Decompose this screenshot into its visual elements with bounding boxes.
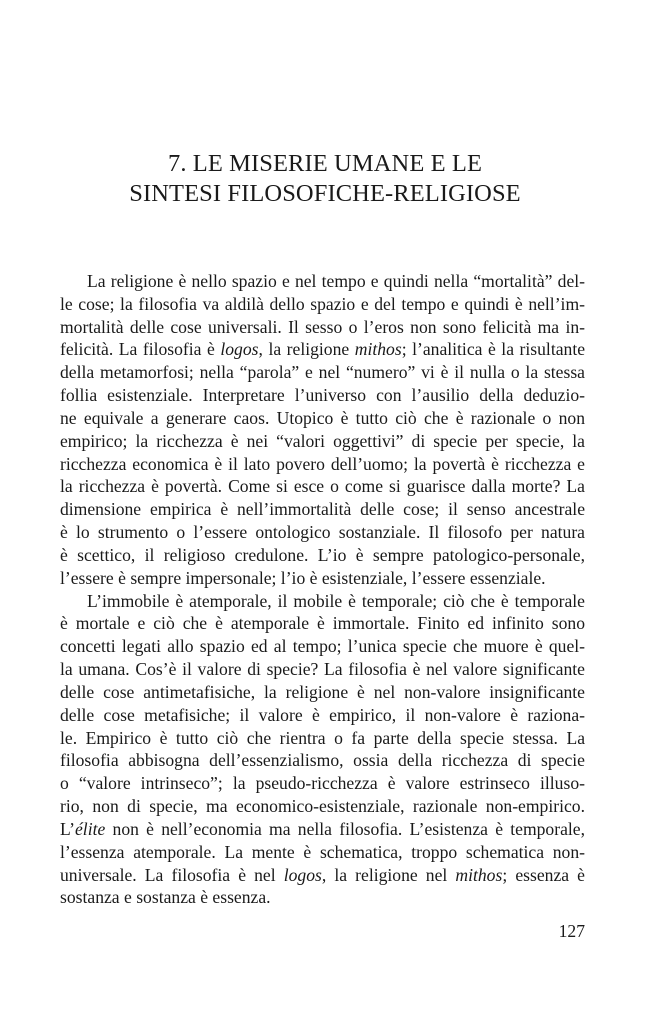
text-line: l’essenza atemporale. La mente è schematica, troppo schematica non- <box>60 841 585 862</box>
italic-term: mithos <box>455 864 503 885</box>
text-line: La religione è nello spazio e nel tempo e quindi nella “mortalità” del- <box>87 271 585 291</box>
text-line: ne equivale a generare caos. Utopico è tutto ciò che è razionale o non <box>60 407 585 428</box>
text-line: delle cose metafisiche; il valore è empirico, il non-valore è raziona- <box>60 704 585 725</box>
text-line: filosofia abbisogna dell’essenzialismo, ossia della ricchezza di specie <box>60 750 585 771</box>
text-line: ricchezza economica è il lato povero dell’uomo; la povertà è ricchezza e <box>60 453 585 474</box>
paragraph <box>60 590 585 910</box>
italic-term: logos <box>220 339 259 360</box>
text-line: follia esistenziale. Interpretare l’universo con l’ausilio della deduzio- <box>60 385 585 406</box>
text-line: la ricchezza è povertà. Come si esce o come si guarisce dalla morte? La <box>60 476 585 497</box>
text-line: L’immobile è atemporale, il mobile è temporale; ciò che è temporale <box>87 590 585 611</box>
text-line: è scettico, il religioso credulone. L’io è sempre patologico-personale, <box>60 544 585 565</box>
text-line: la umana. Cos’è il valore di specie? La filosofia è nel valore significante <box>60 659 585 680</box>
text-line: rio, non di specie, ma economico-esistenziale, razionale non-empirico. <box>60 796 585 817</box>
text-line: è mortale e ciò che è atemporale è immortale. Finito ed infinito sono <box>60 613 585 634</box>
text-line: universale. La filosofia è nel logos, la religione nel mithos; essenza è <box>60 864 585 885</box>
page-number: 127 <box>558 921 585 941</box>
text-line: o “valore intrinseco”; la pseudo-ricchezza è valore estrinseco illuso- <box>60 773 585 794</box>
italic-term: logos <box>283 864 322 885</box>
italic-term: mithos <box>354 339 402 360</box>
chapter-title <box>60 149 590 209</box>
paragraph <box>60 270 585 590</box>
text-line: le. Empirico è tutto ciò che rientra o fa parte della specie stessa. La <box>60 727 585 748</box>
text-line: delle cose antimetafisiche, la religione è nel non-valore insignificante <box>60 681 585 702</box>
italic-term: élite <box>75 818 106 839</box>
body-text <box>60 270 585 909</box>
text-line: l’essere è sempre impersonale; l’io è esistenziale, l’essere essenziale. <box>60 567 546 588</box>
text-line: felicità. La filosofia è logos, la religione mithos; l’analitica è la risultante <box>60 339 586 360</box>
text-line: le cose; la filosofia va aldilà dello spazio e del tempo e quindi è nell’im- <box>60 293 585 314</box>
text-line: L’élite non è nell’economia ma nella filosofia. L’esistenza è temporale, <box>60 818 585 839</box>
text-line: è lo strumento o l’essere ontologico sostanziale. Il filosofo per natura <box>60 522 585 543</box>
text-line: sostanza e sostanza è essenza. <box>60 887 271 908</box>
text-line: mortalità delle cose universali. Il sesso o l’eros non sono felicità ma in- <box>60 316 585 337</box>
text-line: empirico; la ricchezza è nei “valori oggettivi” di specie per specie, la <box>60 430 585 451</box>
chapter-title-line: SINTESI FILOSOFICHE-RELIGIOSE <box>129 180 521 207</box>
text-line: dimensione empirica è nell’immortalità delle cose; il senso ancestrale <box>60 499 585 520</box>
chapter-title-line: 7. LE MISERIE UMANE E LE <box>167 150 483 177</box>
text-line: della metamorfosi; nella “parola” e nel “numero” vi è il nulla o la stessa <box>60 362 585 383</box>
text-line: concetti legati allo spazio ed al tempo; l’unica specie che muore è quel- <box>60 636 585 657</box>
